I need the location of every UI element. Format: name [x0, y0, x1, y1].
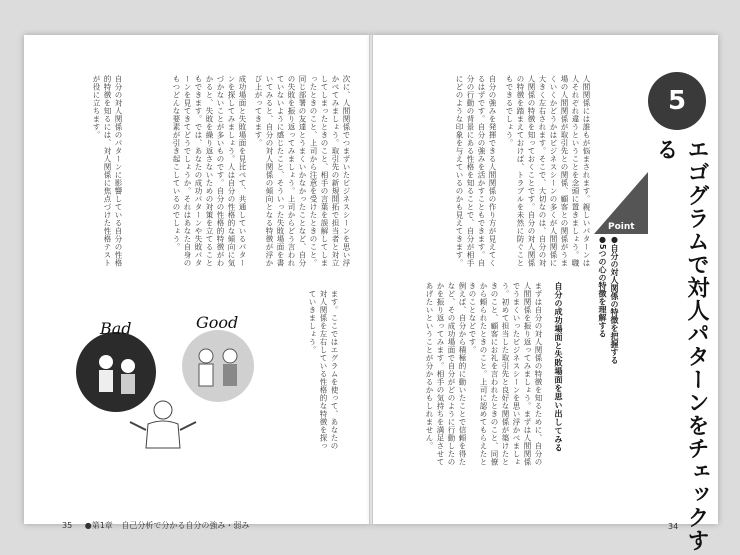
- good-label: Good: [196, 313, 239, 332]
- page-title: エゴグラムで対人パターンをチェックする: [653, 138, 709, 552]
- chapter-title: 自己分析で分かる自分の強み・弱み: [121, 521, 250, 530]
- left-page-number: 35: [62, 521, 73, 530]
- svg-text:Point: Point: [608, 222, 635, 232]
- right-page-number: 34: [668, 522, 679, 531]
- section-heading: 自分の成功場面と失敗場面を思い出してみる: [554, 282, 563, 452]
- bad-circle: [76, 332, 156, 412]
- left-footer: [62, 520, 249, 531]
- right-body-text-4: 例えば、自分から積極的に動いたことで信頼を得たなど、その成功場面で自分がどのように行動したのかを振り返ってみます。相手の気持ちを満足させてあげたいということが分かるかもしれません。: [425, 282, 467, 466]
- bad-label: Bad: [100, 319, 132, 338]
- book-gutter: [369, 35, 373, 524]
- chapter-label: ●第1章: [84, 521, 113, 530]
- point-list: [596, 235, 620, 364]
- right-body-text-2: 自分の強みを発揮できる人間関係の作り方が見えてくるはずです。自分の強みを活かすこともできます。自分の行動の背景にある性格を知ることで、自分が相手にどのような印象を与えているのかも見えてきます。: [455, 75, 497, 267]
- point-item-2: ●5つの心の特徴を理解する: [598, 235, 607, 338]
- bad-good-illustration: [68, 313, 298, 468]
- left-body-text-3: 自分の対人関係のパターンに影響している自分の性格的特徴を知るには、対人関係に焦点づけた性格テストが役に立ちます。: [92, 75, 123, 267]
- good-circle: [182, 330, 254, 402]
- right-body-text-3: まずは自分の対人関係の特徴を知るために、自分の人間関係を振り返ってみましょう。まずは人間関係でうまくいったビジネスシーンを思い浮かべましょう。初めて担当した取引先と良好な関係が築けたときのこと、顧客にお礼を言われたときのこと、同僚から頼られたときのこと。上司に認めてもらえたときのことなどです。: [468, 282, 543, 466]
- left-body-text-4: ます。ここではエグラムを使って、あなたの対人関係を左右している性格的な特徴を探っていきましょう。: [308, 290, 339, 450]
- point-item-1: ●自分の対人関係の特徴を把握する: [610, 235, 619, 364]
- left-body-text-1: 次に、人間関係でつまずいたビジネスシーンを思い浮かべてみましょう。取引先の新規開拓で担当者と対立してしまったときのこと、相手の言葉を誤解してしまったときのこと、上司から注意を受けたときのこと。同じ部署の友達とうまくいかなかったことなど、自分の失敗を振り返ってみましょう。上司からどう言われていないように感じたこと、そういった失敗場面を書いてみると、自分の対人関係の傾向となる特徴が浮かび上がってきます。: [254, 75, 351, 267]
- right-body-text-1: 人間関係には誰もが悩まされます。親しいパターンは人それぞれ違うということを念頭に置きましょう。職場の人間関係が取引先との関係、顧客との関係がうまくいくかどうかはビジネスシーンの多くが人間関係に大きく左右されます。そこで、大切なのは、自分の対人関係の特徴を知っておくことです。自分の対人関係の特徴を踏まえておけば、トラブルを未然に防ぐこともできるでしょう。: [505, 75, 591, 267]
- chapter-number-badge: 5: [648, 72, 706, 130]
- point-tab: [594, 172, 648, 234]
- left-body-text-2: 成功場面と失敗場面を見比べて、共通しているパターンを探してみましょう。人は自分の性格的な傾向に気づかないことが多いものです。自分の性格的特徴がわかると、失敗を繰り返さないための対策を立てることもできます。では、あなたの成功パターンや失敗パターンを見てきてどうでしょうか。それはあなた自身のもつどんな要素が引き起こしているのでしょう。: [172, 75, 247, 267]
